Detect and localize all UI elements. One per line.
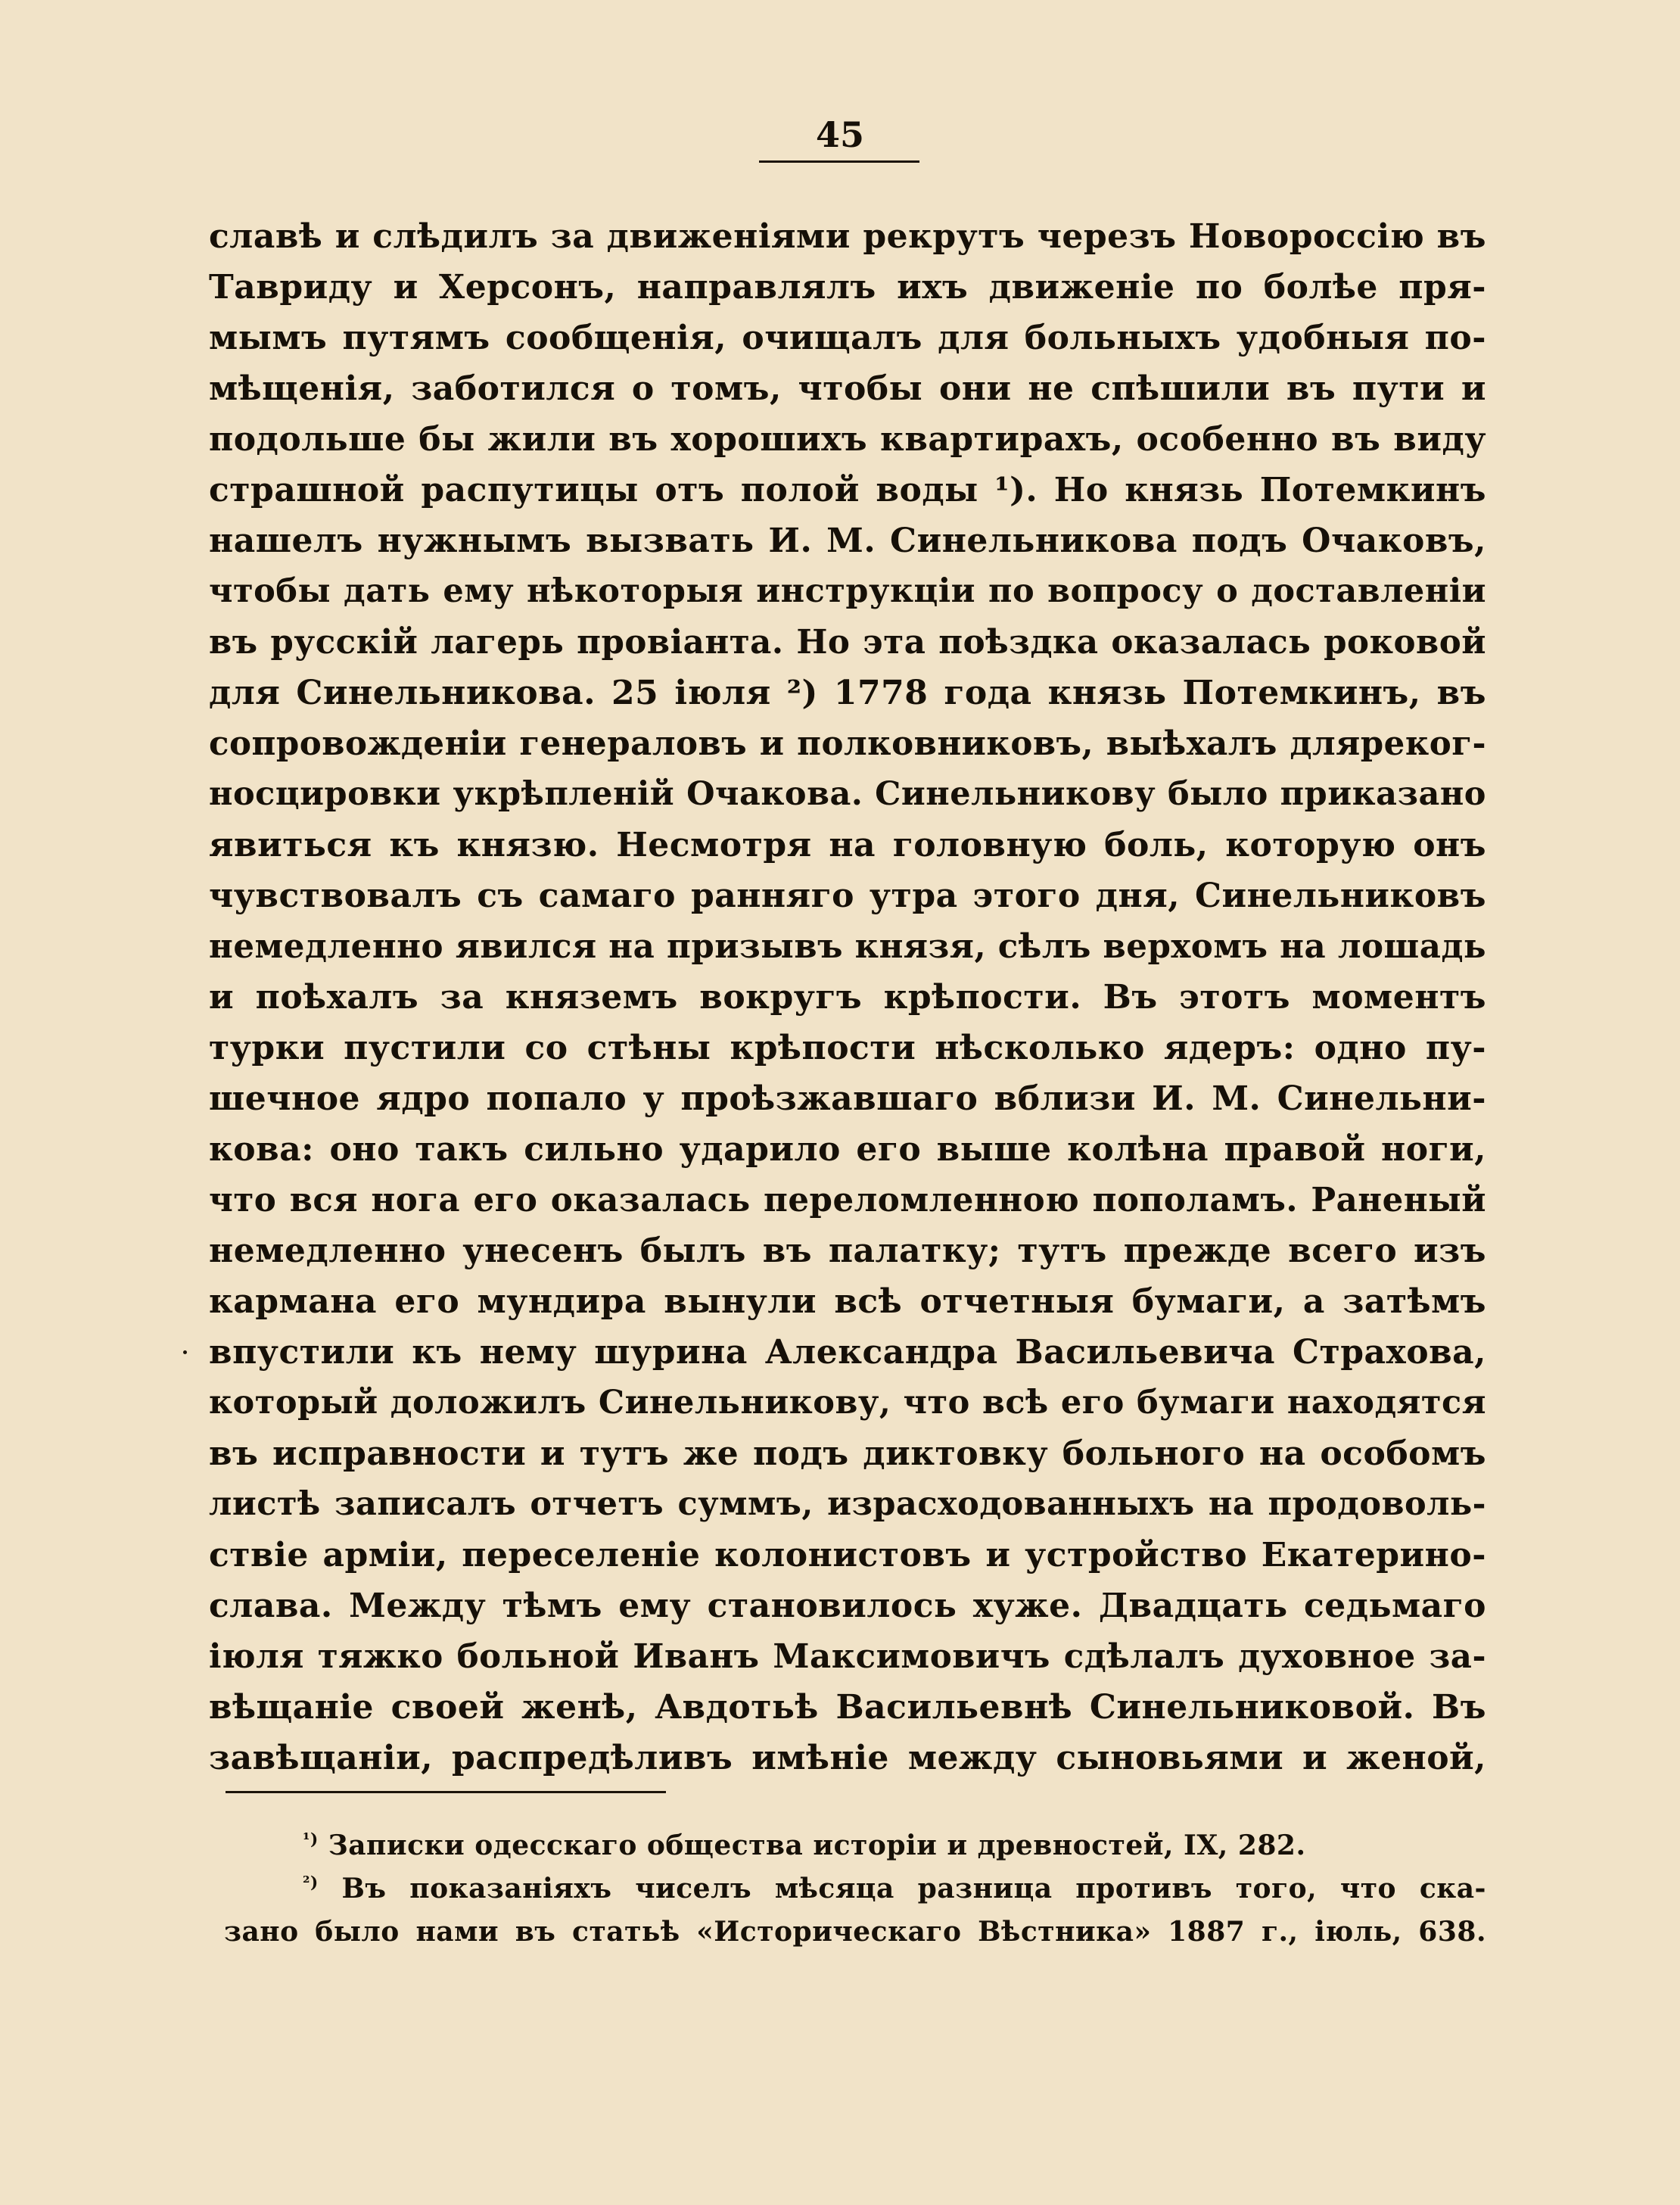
footnote-2-mark: ²) [303, 1873, 319, 1892]
text-line: который доложилъ Синельникову, что всѣ его бумаги находятся [209, 1384, 1486, 1422]
footnote-2-line-1 [224, 1867, 1486, 1911]
text-line: немедленно унесенъ былъ въ палатку; тутъ прежде всего изъ [209, 1232, 1486, 1270]
text-line: что вся нога его оказалась переломленною пополамъ. Раненый [209, 1181, 1486, 1219]
footnote-1 [224, 1824, 1486, 1867]
text-line: нашелъ нужнымъ вызвать И. М. Синельникова подъ Очаковъ, [209, 522, 1486, 560]
text-line: іюля тяжко больной Иванъ Максимовичъ сдѣлалъ духовное за- [209, 1637, 1486, 1676]
text-line: носцировки укрѣпленій Очакова. Синельникову было приказано [209, 775, 1486, 813]
print-speck [183, 1350, 187, 1354]
text-line: для Синельникова. 25 іюля ²) 1778 года князь Потемкинъ, въ [209, 674, 1486, 712]
text-line: мѣщенія, заботился о томъ, чтобы они не спѣшили въ пути и [209, 369, 1486, 408]
text-line: чтобы дать ему нѣкоторыя инструкціи по вопросу о доставленіи [209, 572, 1486, 610]
footnote-1-text: Записки одесскаго общества исторіи и древностей, IX, 282. [328, 1830, 1306, 1861]
text-line: шечное ядро попало у проѣзжавшаго вблизи И. М. Синельни- [209, 1079, 1486, 1118]
footnote-2-text-1: Въ показаніяхъ чиселъ мѣсяца разница противъ того, что ска- [341, 1873, 1486, 1904]
body-text [209, 211, 1486, 1783]
page-number: 45 [815, 114, 864, 155]
text-line: слава. Между тѣмъ ему становилось хуже. Двадцать седьмаго [209, 1587, 1486, 1625]
text-line: турки пустили со стѣны крѣпости нѣсколько ядеръ: одно пу- [209, 1029, 1486, 1067]
text-line: ствіе арміи, переселеніе колонистовъ и устройство Екатерино- [209, 1536, 1486, 1574]
text-line: листѣ записалъ отчетъ суммъ, израсходованныхъ на продоволь- [209, 1485, 1486, 1523]
footnote-1-mark: ¹) [303, 1830, 319, 1849]
footnotes [224, 1824, 1486, 1954]
footnote-2-line-2: зано было нами въ статьѣ «Историческаго Вѣстника» 1887 г., іюль, 638. [224, 1916, 1486, 1948]
text-line: впустили къ нему шурина Александра Васильевича Страхова, [209, 1333, 1486, 1372]
text-line: Тавриду и Херсонъ, направлялъ ихъ движеніе по болѣе пря- [209, 268, 1486, 307]
text-line: въ русскій лагерь провіанта. Но эта поѣздка оказалась роковой [209, 623, 1486, 662]
text-line: явиться къ князю. Несмотря на головную боль, которую онъ [209, 826, 1486, 864]
text-line: вѣщаніе своей женѣ, Авдотьѣ Васильевнѣ Синельниковой. Въ [209, 1688, 1486, 1727]
text-line: въ исправности и тутъ же подъ диктовку больного на особомъ [209, 1434, 1486, 1473]
text-line: кова: оно такъ сильно ударило его выше колѣна правой ноги, [209, 1130, 1486, 1169]
text-line: подольше бы жили въ хорошихъ квартирахъ, особенно въ виду [209, 420, 1486, 459]
text-line: немедленно явился на призывъ князя, сѣлъ верхомъ на лошадь [209, 927, 1486, 966]
header-rule [759, 160, 919, 163]
text-line: страшной распутицы отъ полой воды ¹). Но князь Потемкинъ [209, 471, 1486, 509]
text-line: славѣ и слѣдилъ за движеніями рекрутъ черезъ Новороссію въ [209, 217, 1486, 256]
text-line: чувствовалъ съ самаго ранняго утра этого дня, Синельниковъ [209, 877, 1486, 915]
text-line: завѣщаніи, распредѣливъ имѣніе между сыновьями и женой, [209, 1739, 1486, 1777]
text-line: и поѣхалъ за княземъ вокругъ крѣпости. Въ этотъ моментъ [209, 978, 1486, 1017]
text-line: сопровожденіи генераловъ и полковниковъ, выѣхалъ дляреког- [209, 724, 1486, 763]
text-line: кармана его мундира вынули всѣ отчетныя бумаги, а затѣмъ [209, 1282, 1486, 1321]
text-line: мымъ путямъ сообщенія, очищалъ для больныхъ удобныя по- [209, 319, 1486, 357]
footnote-rule [226, 1791, 666, 1793]
